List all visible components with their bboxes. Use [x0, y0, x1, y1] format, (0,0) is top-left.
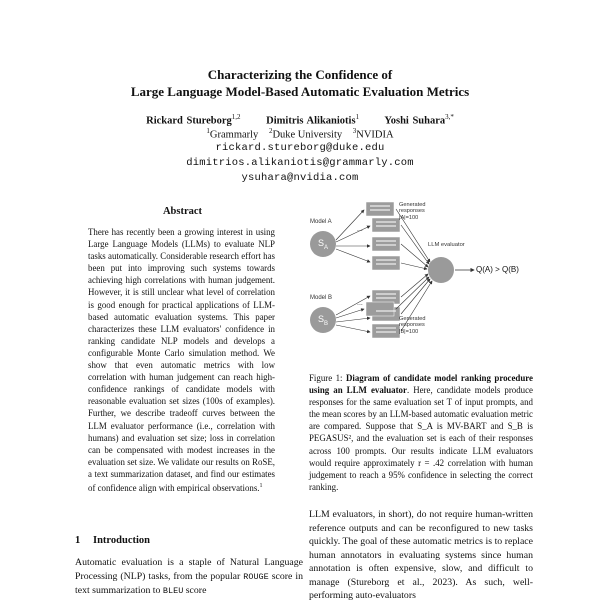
intro-text: score in text summarization to: [75, 570, 303, 596]
author-name: Dimitris Alikaniotis: [266, 115, 356, 127]
intro-text: score: [183, 585, 207, 596]
email-address: rickard.stureborg@duke.edu: [215, 142, 385, 154]
llm-evaluator-node: [428, 257, 454, 283]
abstract-text: There has recently been a growing interest in using Large Language Models (LLMs) to evaluate NLP tasks automatically. Considerable research effort has been put into improving such systems towards achieving high correlations with human judgement. However, it is still unclear what level of correlation is good enough for practical applications of LLM-based automatic evaluation systems. This paper characterizes these LLM evaluators' confidence in ranking candidate NLP models and develops a configurable Monte Carlo simulation method. We show that even automatic metrics with low correlation with human judgement can reach high-confidence rankings of candidate models with reasonable evaluation set sizes (100s of examples). Further, we describe tradeoff curves between the LLM evaluator performance (i.e., correlation with humans) and evaluation set size; loss in correlation can be compensated with modest increases in the evaluation set size. We validate our results on RoSE, a text summarization dataset, and find our estimates of confidence align with empirical observations.: [88, 227, 275, 493]
introduction-body: [75, 556, 303, 599]
caption-bold: Diagram of candidate model ranking procedure using an LLM evaluator: [309, 373, 534, 396]
abstract-body: [88, 226, 275, 494]
affiliation-mark: 3: [352, 127, 357, 135]
affiliation-name: NVIDIA: [356, 129, 394, 141]
intro-text: Automatic evaluation is a staple of Natural Language Processing (NLP) tasks, from the popular: [75, 557, 303, 582]
email-address: dimitrios.alikaniotis@grammarly.com: [186, 157, 414, 169]
s-b-symbol: $S_B$: [318, 314, 329, 327]
llm-evaluator-label: LLM evaluator: [428, 242, 465, 248]
figure-1-diagram: [304, 196, 532, 356]
generated-responses-a-label: Generated responses |A|=100: [399, 202, 426, 221]
arrows-a-to-responses: [336, 210, 370, 262]
arrows-responses-to-evaluator: [396, 209, 432, 331]
author-name: Yoshi Suhara: [384, 115, 446, 127]
author-affiliation-mark: 1,2: [231, 113, 241, 121]
ellipsis-b: ...: [357, 300, 363, 307]
arrows-b-to-responses: [336, 296, 370, 332]
bleu-term: BLEU: [162, 586, 184, 596]
author-affiliation-mark: 3,*: [445, 113, 454, 121]
paper-title-line-1: Characterizing the Confidence of: [207, 67, 393, 82]
email-address: ysuhara@nvidia.com: [241, 172, 359, 184]
s-a-symbol: $S_A$: [318, 238, 329, 251]
author-list: [0, 113, 600, 127]
abstract-heading: Abstract: [162, 206, 203, 217]
section-heading-introduction: [75, 535, 150, 546]
model-a-label: Model A: [310, 219, 332, 225]
caption-prefix: Figure 1:: [309, 373, 343, 383]
figure-1-caption: [309, 372, 533, 493]
ranking-result-label: Q(A) > Q(B): [476, 265, 519, 274]
affiliation-mark: 2: [268, 127, 273, 135]
affiliation-name: Duke University: [272, 129, 343, 141]
caption-text: . Here, candidate models produce responses for the same evaluation set T of input prompts, and the mean scores by an LLM-based automatic evaluation metric are compared. Suppose that S_A is MV-BART and S_B is PEGASUS², and the evaluation set is each of their responses across 100 prompts. Our results indicate LLM evaluators would require approximately r = .42 correlation with human judgement to reach a 95% confidence in selecting the correct ranking.: [309, 385, 534, 492]
section-number: 1: [75, 535, 81, 546]
affiliation-list: [0, 127, 600, 141]
generated-responses-b-label: Generated responses |B|=100: [399, 316, 426, 335]
ellipsis-a: ...: [357, 226, 363, 233]
section-title: Introduction: [93, 535, 150, 546]
author-name: Rickard Stureborg: [146, 115, 232, 127]
affiliation-mark: 1: [206, 127, 210, 135]
rouge-term: ROUGE: [243, 571, 269, 582]
affiliation-name: Grammarly: [209, 129, 259, 141]
paper-title-line-2: Large Language Model-Based Automatic Evaluation Metrics: [130, 84, 470, 99]
footnote-mark: 1: [259, 482, 263, 489]
author-affiliation-mark: 1: [355, 113, 360, 121]
response-stack-a: [366, 202, 400, 270]
model-b-label: Model B: [310, 295, 333, 301]
right-column-body: LLM evaluators, in short), do not require human-written reference outputs and can be reconfigured to new tasks quickly. The goal of these automatic metrics is to replace human annotators in evaluating systems since human annotation is often expensive, slow, and difficult to manage (Stureborg et al., 2023). As such, well-performing auto-evaluators: [309, 509, 533, 601]
response-stack-b: [366, 290, 400, 338]
